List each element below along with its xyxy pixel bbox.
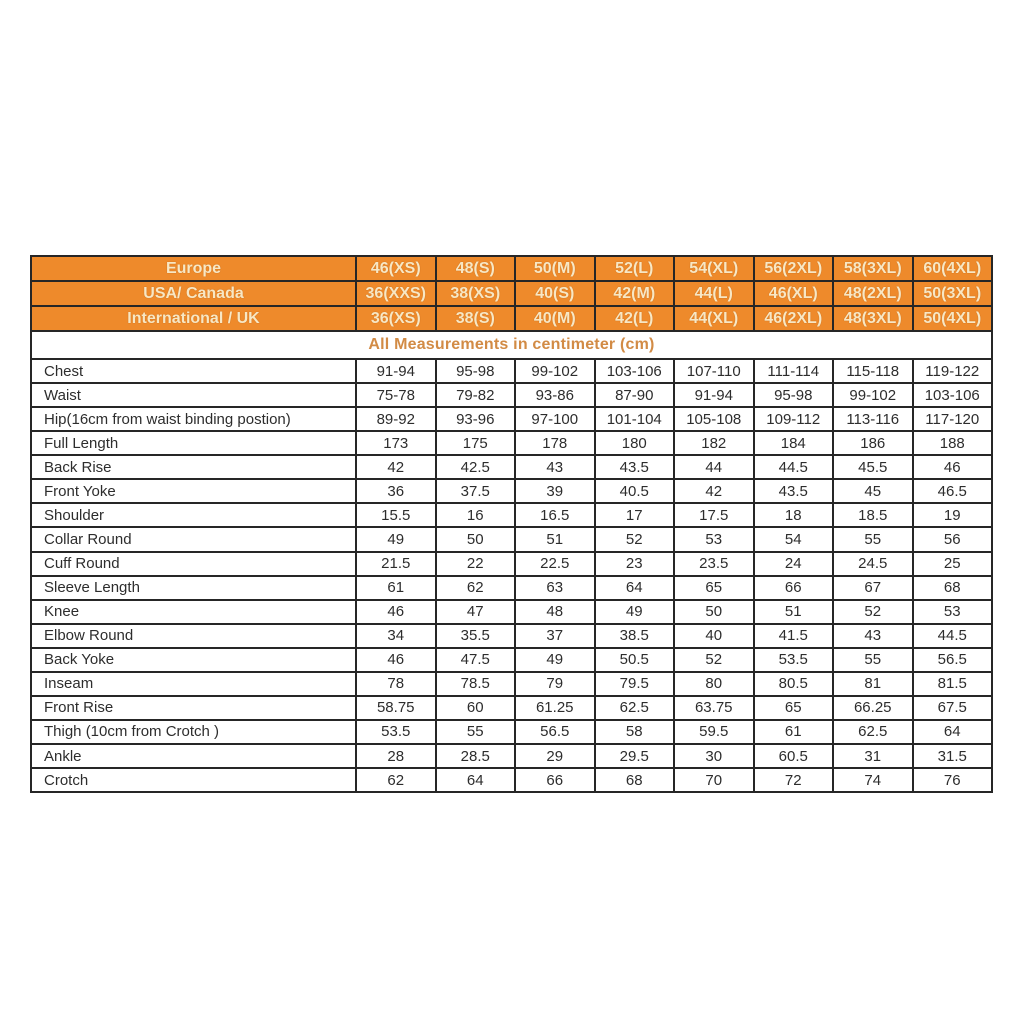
row-label: Front Rise [32,697,355,719]
measurements-note: All Measurements in centimeter (cm) [368,336,655,353]
measurement-cell: 97-100 [516,408,594,430]
measurement-cell: 31.5 [914,745,992,767]
measurement-cell: 81 [834,673,912,695]
size-cell: 46(XL) [755,282,833,305]
measurement-cell: 109-112 [755,408,833,430]
row-label: Cuff Round [32,553,355,575]
table-row [32,769,991,791]
measurement-cell: 93-96 [437,408,515,430]
size-header-row [32,282,991,305]
size-cell: 40(S) [516,282,594,305]
size-cell: 44(L) [675,282,753,305]
measurement-cell: 62 [357,769,435,791]
measurement-cell: 67 [834,577,912,599]
measurement-cell: 47.5 [437,649,515,671]
row-label: Hip(16cm from waist binding postion) [32,408,355,430]
measurement-cell: 117-120 [914,408,992,430]
measurement-cell: 76 [914,769,992,791]
measurement-cell: 42 [675,480,753,502]
measurement-cell: 28.5 [437,745,515,767]
measurement-cell: 51 [755,601,833,623]
size-cell: 50(4XL) [914,307,992,330]
measurement-cell: 175 [437,432,515,454]
measurement-cell: 43.5 [596,456,674,478]
measurement-cell: 25 [914,553,992,575]
measurement-cell: 70 [675,769,753,791]
measurement-cell: 42.5 [437,456,515,478]
table-row [32,673,991,695]
table-row [32,697,991,719]
row-label: Knee [32,601,355,623]
measurement-cell: 15.5 [357,504,435,526]
size-cell: 38(S) [437,307,515,330]
measurement-cell: 49 [516,649,594,671]
measurement-cell: 111-114 [755,360,833,382]
measurement-cell: 18.5 [834,504,912,526]
measurement-cell: 173 [357,432,435,454]
size-cell: 48(3XL) [834,307,912,330]
measurement-cell: 58.75 [357,697,435,719]
measurement-cell: 29 [516,745,594,767]
table-row [32,625,991,647]
measurement-cell: 30 [675,745,753,767]
measurement-cell: 40 [675,625,753,647]
table-row [32,408,991,430]
size-header [30,255,993,332]
row-label: Back Rise [32,456,355,478]
measurement-cell: 91-94 [675,384,753,406]
row-label: Collar Round [32,528,355,550]
measurement-cell: 72 [755,769,833,791]
measurement-cell: 62 [437,577,515,599]
region-label: Europe [32,257,355,280]
row-label: Thigh (10cm from Crotch ) [32,721,355,743]
measurement-cell: 103-106 [596,360,674,382]
measurement-cell: 48 [516,601,594,623]
measurement-cell: 49 [357,528,435,550]
measurement-cell: 34 [357,625,435,647]
measurement-cell: 62.5 [596,697,674,719]
measurement-cell: 95-98 [437,360,515,382]
region-label: International / UK [32,307,355,330]
measurement-cell: 31 [834,745,912,767]
measurement-cell: 178 [516,432,594,454]
measurement-cell: 66 [755,577,833,599]
measurement-cell: 64 [596,577,674,599]
row-label: Front Yoke [32,480,355,502]
row-label: Shoulder [32,504,355,526]
measurement-cell: 45.5 [834,456,912,478]
measurement-cell: 115-118 [834,360,912,382]
row-label: Chest [32,360,355,382]
measurement-cell: 24 [755,553,833,575]
measurement-cell: 55 [834,649,912,671]
measurement-cell: 113-116 [834,408,912,430]
measurement-cell: 79-82 [437,384,515,406]
measurement-cell: 87-90 [596,384,674,406]
measurement-cell: 184 [755,432,833,454]
measurement-cell: 64 [437,769,515,791]
measurement-cell: 24.5 [834,553,912,575]
region-label: USA/ Canada [32,282,355,305]
table-row [32,360,991,382]
measurement-cell: 186 [834,432,912,454]
size-header-row [32,307,991,330]
measurement-cell: 78 [357,673,435,695]
measurement-cell: 43 [516,456,594,478]
measurement-cell: 44.5 [755,456,833,478]
measurement-cell: 105-108 [675,408,753,430]
measurement-cell: 50.5 [596,649,674,671]
size-cell: 46(XS) [357,257,435,280]
measurement-cell: 47 [437,601,515,623]
measurement-cell: 79.5 [596,673,674,695]
measurement-cell: 43 [834,625,912,647]
measurement-cell: 50 [675,601,753,623]
measurement-cell: 21.5 [357,553,435,575]
measurement-cell: 103-106 [914,384,992,406]
measurement-cell: 81.5 [914,673,992,695]
table-row [32,480,991,502]
measurement-cell: 17.5 [675,504,753,526]
size-cell: 48(S) [437,257,515,280]
measurement-cell: 40.5 [596,480,674,502]
table-row [32,456,991,478]
row-label: Full Length [32,432,355,454]
measurement-cell: 93-86 [516,384,594,406]
measurement-cell: 89-92 [357,408,435,430]
measurement-cell: 107-110 [675,360,753,382]
measurement-cell: 23.5 [675,553,753,575]
row-label: Sleeve Length [32,577,355,599]
table-row [32,553,991,575]
measurement-cell: 65 [755,697,833,719]
size-cell: 42(M) [596,282,674,305]
table-row [32,601,991,623]
size-cell: 54(XL) [675,257,753,280]
measurement-cell: 79 [516,673,594,695]
measurement-cell: 53 [914,601,992,623]
measurement-cell: 66 [516,769,594,791]
measurement-cell: 18 [755,504,833,526]
size-cell: 60(4XL) [914,257,992,280]
measurement-cell: 75-78 [357,384,435,406]
measurement-cell: 68 [596,769,674,791]
measurement-cell: 46 [914,456,992,478]
measurement-cell: 60 [437,697,515,719]
measurement-cell: 22.5 [516,553,594,575]
measurement-cell: 101-104 [596,408,674,430]
measurement-cell: 53.5 [755,649,833,671]
measurement-cell: 188 [914,432,992,454]
measurement-cell: 45 [834,480,912,502]
measurement-cell: 64 [914,721,992,743]
table-row [32,384,991,406]
row-label: Inseam [32,673,355,695]
size-cell: 50(M) [516,257,594,280]
size-cell: 44(XL) [675,307,753,330]
measurement-cell: 46.5 [914,480,992,502]
measurement-cell: 56 [914,528,992,550]
measurement-cell: 22 [437,553,515,575]
row-label: Elbow Round [32,625,355,647]
measurement-cell: 44 [675,456,753,478]
row-label: Waist [32,384,355,406]
measurement-cell: 182 [675,432,753,454]
table-row [32,528,991,550]
measurement-cell: 51 [516,528,594,550]
size-cell: 38(XS) [437,282,515,305]
measurement-cell: 67.5 [914,697,992,719]
measurement-cell: 63 [516,577,594,599]
measurement-cell: 39 [516,480,594,502]
measurement-cell: 16.5 [516,504,594,526]
measurement-cell: 66.25 [834,697,912,719]
table-row [32,577,991,599]
size-chart-table [30,255,993,793]
measurement-cell: 50 [437,528,515,550]
measurement-cell: 37 [516,625,594,647]
table-row [32,504,991,526]
measurement-cell: 35.5 [437,625,515,647]
measurement-cell: 44.5 [914,625,992,647]
measurement-cell: 55 [437,721,515,743]
measurement-cell: 65 [675,577,753,599]
measurement-cell: 46 [357,601,435,623]
measurement-cell: 41.5 [755,625,833,647]
size-cell: 48(2XL) [834,282,912,305]
table-row [32,432,991,454]
measurement-cell: 19 [914,504,992,526]
measurement-cell: 99-102 [516,360,594,382]
measurement-cell: 42 [357,456,435,478]
measurements-grid [30,358,993,793]
measurement-cell: 58 [596,721,674,743]
measurement-cell: 28 [357,745,435,767]
measurement-cell: 95-98 [755,384,833,406]
size-cell: 40(M) [516,307,594,330]
measurement-cell: 60.5 [755,745,833,767]
measurement-cell: 17 [596,504,674,526]
measurements-note-row [30,332,993,358]
measurement-cell: 38.5 [596,625,674,647]
measurement-cell: 180 [596,432,674,454]
measurement-cell: 80.5 [755,673,833,695]
measurement-cell: 49 [596,601,674,623]
measurement-cell: 23 [596,553,674,575]
measurement-cell: 53 [675,528,753,550]
row-label: Crotch [32,769,355,791]
row-label: Back Yoke [32,649,355,671]
measurement-cell: 91-94 [357,360,435,382]
measurement-cell: 78.5 [437,673,515,695]
measurement-cell: 80 [675,673,753,695]
size-header-row [32,257,991,280]
size-cell: 36(XXS) [357,282,435,305]
measurement-cell: 74 [834,769,912,791]
measurement-cell: 36 [357,480,435,502]
size-cell: 52(L) [596,257,674,280]
size-cell: 46(2XL) [755,307,833,330]
measurement-cell: 61.25 [516,697,594,719]
size-cell: 50(3XL) [914,282,992,305]
measurement-cell: 119-122 [914,360,992,382]
measurement-cell: 43.5 [755,480,833,502]
measurement-cell: 53.5 [357,721,435,743]
measurement-cell: 61 [755,721,833,743]
table-row [32,745,991,767]
measurement-cell: 99-102 [834,384,912,406]
measurement-cell: 63.75 [675,697,753,719]
size-cell: 58(3XL) [834,257,912,280]
measurement-cell: 52 [596,528,674,550]
measurement-cell: 52 [675,649,753,671]
measurement-cell: 61 [357,577,435,599]
measurement-cell: 29.5 [596,745,674,767]
measurement-cell: 37.5 [437,480,515,502]
measurement-cell: 56.5 [914,649,992,671]
measurement-cell: 62.5 [834,721,912,743]
measurement-cell: 52 [834,601,912,623]
measurement-cell: 16 [437,504,515,526]
measurement-cell: 59.5 [675,721,753,743]
row-label: Ankle [32,745,355,767]
size-cell: 36(XS) [357,307,435,330]
table-row [32,649,991,671]
measurement-cell: 68 [914,577,992,599]
size-cell: 42(L) [596,307,674,330]
measurement-cell: 54 [755,528,833,550]
size-cell: 56(2XL) [755,257,833,280]
table-row [32,721,991,743]
measurement-cell: 55 [834,528,912,550]
measurement-cell: 56.5 [516,721,594,743]
measurement-cell: 46 [357,649,435,671]
